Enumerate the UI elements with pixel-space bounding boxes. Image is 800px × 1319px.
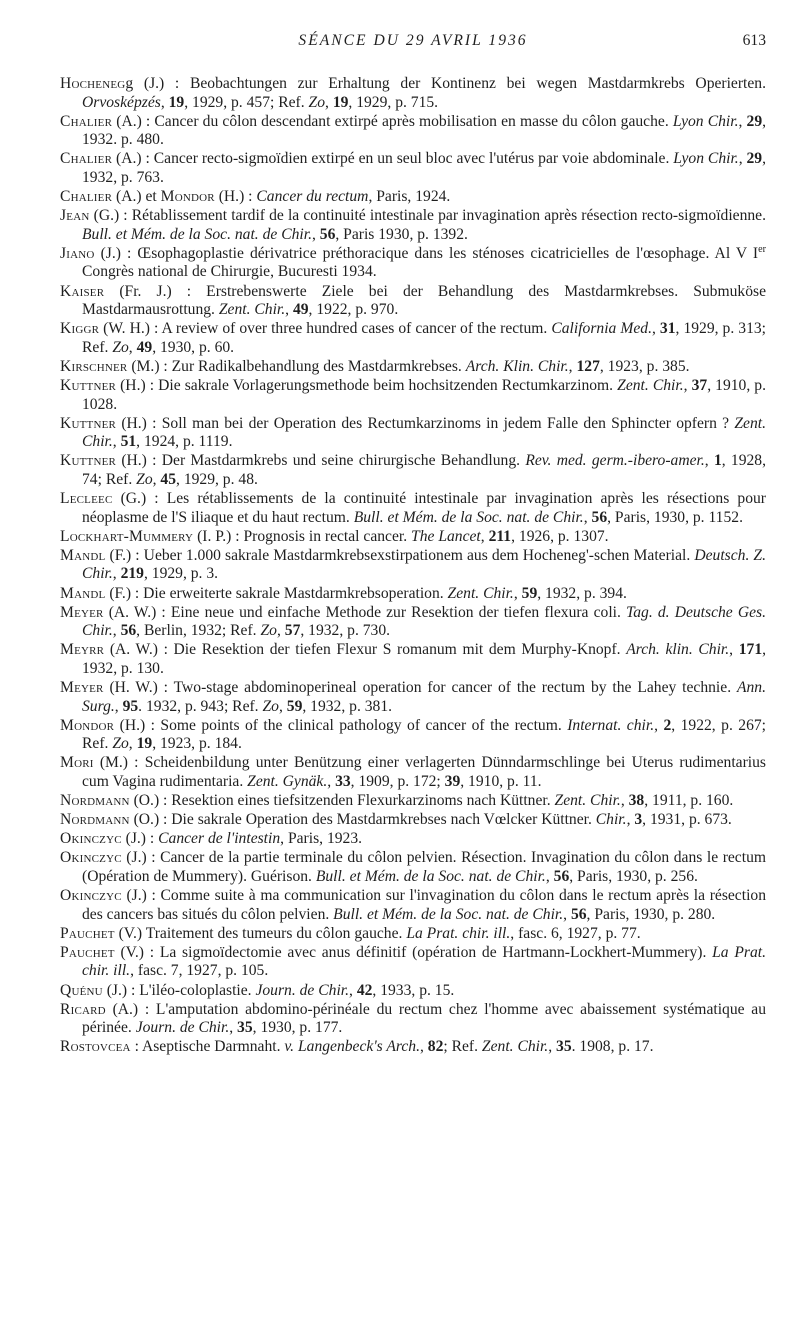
volume-number: 95: [122, 697, 139, 715]
entry-text: , 1932, p. 763.: [82, 150, 766, 186]
entry-text: (A.) et: [112, 188, 161, 206]
page-number: 613: [742, 32, 766, 49]
entry-text: (V.) : La sigmoïdectomie avec anus définitif (opération de Hartmann-Lockhert-Mummery).: [114, 943, 713, 961]
journal-title: Cancer du rectum: [256, 188, 369, 206]
journal-title: Tag. d. Deutsche Ges. Chir.: [82, 603, 766, 640]
entry-text: ,: [626, 811, 635, 829]
entry-text: ,: [583, 508, 592, 526]
journal-title: Zent. Chir.: [218, 301, 286, 319]
bibliography-entry: [60, 944, 766, 981]
journal-title: Zent. Chir.: [617, 377, 684, 394]
volume-number: 19: [332, 93, 349, 111]
entry-text: , 1924, p. 1119.: [136, 433, 233, 451]
bibliography-entry: [60, 207, 766, 244]
entry-text: ,: [327, 772, 336, 790]
entry-text: , 1930, p. 177.: [252, 1019, 343, 1037]
volume-number: 82: [427, 1038, 444, 1056]
author-name: Hocheneg: [60, 75, 126, 92]
journal-title: Zent. Gynäk.: [247, 772, 328, 790]
entry-text: (A.) : L'amputation abdomino-périnéale du rectum chez l'homme avec abaissement systématique au périnée.: [82, 1000, 766, 1037]
entry-text: ,: [620, 792, 629, 810]
entry-text: , Paris, 1930, p. 256.: [569, 867, 698, 885]
author-name: Quénu: [60, 981, 103, 999]
entry-text: (A. W.) : Eine neue und einfache Methode zur Resektion der tiefen flexura coli.: [103, 603, 627, 621]
volume-number: 56: [591, 508, 608, 526]
entry-text: (M.) : Scheidenbildung unter Benützung einer verlagerten Dünndarmschlinge bei Uterus rudimentarius cum Vagina rudimentaria.: [82, 754, 766, 790]
bibliography-entry: [60, 283, 766, 320]
entry-text: ,: [651, 320, 660, 338]
journal-title: Journ. de Chir.: [255, 981, 350, 999]
entry-text: . 1932, p. 943; Ref.: [138, 697, 263, 715]
author-name: Chalier: [60, 188, 113, 206]
entry-text: , 1931, p. 673.: [642, 811, 732, 829]
journal-title: Chir.: [595, 811, 627, 829]
bibliography-entry: [60, 585, 766, 604]
entry-text: ,: [419, 1038, 428, 1056]
entry-text: g (J.) : Beobachtungen zur Erhaltung der Kontinenz bei wegen Mastdarmkrebs Operierten.: [125, 75, 766, 92]
author-name: Okinczyc: [60, 849, 122, 867]
entry-text: ,: [112, 622, 121, 640]
entry-text: (W. H.) : A review of over three hundred cases of cancer of the rectum.: [99, 320, 552, 338]
volume-number: 19: [168, 93, 185, 111]
journal-title: Zo: [112, 338, 129, 356]
author-name: Okinczyc: [60, 887, 122, 905]
entry-text: , 1932, p. 381.: [302, 697, 393, 715]
entry-text: , 1932, p. 394.: [537, 584, 627, 602]
bibliography-entry: [60, 490, 766, 527]
entry-text: , Paris, 1930, p. 280.: [586, 905, 716, 923]
author-name: Mori: [60, 754, 94, 772]
author-name: Chalier: [60, 112, 113, 130]
author-name: Meyrr: [60, 641, 105, 659]
entry-text: ,: [229, 1019, 238, 1037]
entry-text: (J.) : Cancer de la partie terminale du côlon pelvien. Résection. Invagination du côlon dans le rectum (Opération de Mummery). Guérison.: [82, 849, 766, 885]
author-name: Pauchet: [60, 943, 115, 961]
bibliography-entry: [60, 717, 766, 754]
entry-text: ,: [349, 981, 357, 999]
journal-title: The Lancet: [411, 527, 481, 545]
volume-number: 1: [713, 452, 722, 470]
entry-text: , Paris, 1930, p. 1152.: [607, 508, 743, 526]
volume-number: 2: [663, 716, 672, 734]
entry-text: ,: [112, 433, 121, 451]
volume-number: 56: [120, 622, 137, 640]
entry-text: , Paris 1930, p. 1392.: [335, 225, 468, 243]
bibliography-entry: [60, 188, 766, 207]
author-name: Lockhart-Mummery: [60, 527, 194, 545]
author-name: Nordmann: [60, 792, 130, 810]
journal-title: California Med.: [551, 320, 652, 338]
entry-text: ,: [704, 452, 714, 470]
entry-text: , 1922, p. 267; Ref.: [82, 716, 767, 753]
entry-text: (H.) :: [214, 188, 257, 206]
journal-title: Zo: [260, 622, 277, 640]
entry-text: (M.) : Zur Radikalbehandlung des Mastdarmkrebses.: [127, 357, 466, 375]
journal-title: Bull. et Mém. de la Soc. nat. de Chir.: [353, 508, 584, 526]
entry-text: , 1926, p. 1307.: [511, 527, 609, 545]
volume-number: 3: [634, 811, 643, 829]
volume-number: 56: [553, 867, 570, 885]
volume-number: 49: [292, 301, 309, 319]
entry-text: , 1911, p. 160.: [644, 792, 734, 810]
author-name: Mondor: [160, 188, 215, 206]
bibliography-entry: [60, 754, 766, 791]
entry-text: ,: [128, 735, 137, 753]
entry-text: Congrès national de Chirurgie, Bucuresti 1934.: [82, 263, 377, 281]
entry-text: ; Ref.: [443, 1038, 482, 1056]
entry-text: (H. W.) : Two-stage abdominoperineal operation for cancer of the rectum by the Lahey technie.: [103, 679, 737, 696]
bibliography-entry: [60, 377, 766, 414]
volume-number: 37: [691, 377, 708, 394]
journal-title: Rev. med. germ.-ibero-amer.: [525, 452, 705, 470]
author-name: Kirschner: [60, 357, 128, 375]
volume-number: 57: [284, 622, 301, 640]
author-name: Mandl: [60, 546, 106, 564]
entry-text: (H.) : Some points of the clinical pathology of cancer of the rectum.: [114, 716, 568, 734]
volume-number: 219: [120, 565, 144, 583]
bibliography-entry: [60, 679, 766, 716]
entry-text: . 1908, p. 17.: [571, 1038, 654, 1056]
entry-text: , 1923, p. 385.: [599, 357, 690, 375]
entry-text: , 1922, p. 970.: [308, 301, 399, 319]
journal-title: Zent. Chir.: [481, 1038, 549, 1056]
journal-title: Zent. Chir.: [554, 792, 621, 810]
entry-text: , 1932, p. 730.: [300, 622, 391, 640]
author-name: Kaiser: [60, 282, 105, 300]
bibliography-entry: [60, 75, 766, 112]
journal-title: Cancer de l'intestin: [158, 830, 281, 848]
volume-number: 38: [628, 792, 645, 810]
journal-title: Zo: [112, 735, 129, 753]
bibliography-entry: [60, 604, 766, 641]
entry-text: (J.) : Comme suite à ma communication sur l'invagination du côlon dans le rectum après la résection des cancers bas situés du côlon pelvien.: [82, 887, 766, 923]
entry-text: , 1929, p. 3.: [143, 565, 219, 583]
author-name: Kuttner: [60, 414, 117, 432]
entry-text: , 1929, p. 457; Ref.: [184, 93, 309, 111]
entry-text: , 1910, p. 1028.: [82, 377, 767, 413]
volume-number: 35: [237, 1019, 253, 1037]
volume-number: 39: [444, 772, 461, 790]
entry-text: , fasc. 6, 1927, p. 77.: [510, 924, 641, 942]
journal-title: Bull. et Mém. de la Soc. nat. de Chir.: [82, 225, 312, 243]
entry-text: (V.) Traitement des tumeurs du côlon gauche.: [114, 924, 407, 942]
volume-number: 49: [136, 338, 153, 356]
entry-text: (A.) : Cancer du côlon descendant extirpé après mobilisation en masse du côlon gauche.: [112, 112, 673, 130]
entry-text: (F.) : Ueber 1.000 sakrale Mastdarmkrebsexstirpationem aus dem Hocheneg'-schen Material.: [105, 546, 695, 564]
entry-text: ,: [114, 697, 123, 715]
entry-text: , 1923, p. 184.: [152, 735, 242, 753]
entry-text: (F.) : Die erweiterte sakrale Mastdarmkrebsoperation.: [105, 584, 448, 602]
entry-text: , Paris, 1924.: [368, 188, 451, 206]
entry-text: ,: [160, 93, 169, 111]
running-title: SÉANCE DU 29 AVRIL 1936: [298, 32, 528, 49]
entry-text: ,: [548, 1038, 557, 1056]
entry-text: , Paris, 1923.: [280, 830, 363, 848]
author-name: Jean: [60, 207, 90, 225]
volume-number: 29: [746, 112, 763, 130]
superscript: er: [758, 243, 766, 255]
entry-text: , fasc. 7, 1927, p. 105.: [130, 962, 269, 980]
bibliography-entry: [60, 113, 766, 150]
entry-text: ,: [729, 641, 739, 659]
journal-title: La Prat. chir. ill.: [406, 924, 511, 942]
volume-number: 35: [556, 1038, 572, 1056]
bibliography-entry: [60, 887, 766, 924]
journal-title: Bull. et Mém. de la Soc. nat. de Chir.: [315, 867, 546, 885]
entry-text: ,: [311, 225, 320, 243]
author-name: Meyer: [60, 603, 104, 621]
author-name: Kuttner: [60, 452, 117, 470]
volume-number: 171: [738, 641, 763, 659]
volume-number: 127: [576, 357, 600, 375]
bibliography-entry: [60, 358, 766, 377]
entry-text: ,: [654, 716, 664, 734]
volume-number: 42: [356, 981, 373, 999]
entry-text: , Berlin, 1932; Ref.: [136, 622, 261, 640]
volume-number: 56: [319, 225, 336, 243]
entry-text: ,: [513, 584, 522, 602]
entry-text: ,: [683, 377, 692, 394]
entry-text: , 1929, p. 715.: [348, 93, 439, 111]
entry-text: (A.) : Cancer recto-sigmoïdien extirpé en un seul bloc avec l'utérus par voie abdominale.: [112, 150, 674, 168]
volume-number: 211: [488, 527, 512, 545]
bibliography-entry: [60, 528, 766, 547]
bibliography-entry: [60, 1038, 766, 1057]
entry-text: , 1929, p. 313; Ref.: [82, 320, 766, 356]
volume-number: 19: [136, 735, 153, 753]
entry-text: , 1933, p. 15.: [372, 981, 455, 999]
bibliography-entry: [60, 641, 766, 678]
volume-number: 45: [160, 470, 177, 488]
entry-text: : Aseptische Darmnaht.: [130, 1038, 285, 1056]
journal-title: Arch. Klin. Chir.: [465, 357, 569, 375]
bibliography-entry: [60, 792, 766, 811]
entry-text: ,: [738, 112, 747, 130]
entry-text: (Fr. J.) : Erstrebenswerte Ziele bei der Behandlung des Mastdarmkrebses. Submuköse Mastdarmausrottung.: [82, 282, 766, 319]
entry-text: ,: [738, 150, 747, 168]
entry-text: ,: [480, 527, 489, 545]
journal-title: Zo: [262, 697, 279, 715]
author-name: Pauchet: [60, 924, 115, 942]
author-name: Kuttner: [60, 377, 117, 394]
bibliography-entry: [60, 982, 766, 1001]
volume-number: 56: [570, 905, 587, 923]
journal-title: Bull. et Mém. de la Soc. nat. de Chir.: [333, 905, 564, 923]
entry-text: ,: [568, 357, 577, 375]
journal-title: Ann. Surg.: [82, 679, 766, 715]
bibliography-entry: [60, 925, 766, 944]
entry-text: (O.) : Die sakrale Operation des Mastdarmkrebses nach Vœlcker Küttner.: [129, 811, 596, 829]
entry-text: ,: [276, 622, 285, 640]
entry-text: (J.) : L'iléo-coloplastie.: [102, 981, 256, 999]
author-name: Mondor: [60, 716, 115, 734]
bibliography-entry: [60, 245, 766, 282]
author-name: Rostovcea: [60, 1038, 131, 1056]
entry-text: (H.) : Die sakrale Vorlagerungsmethode beim hochsitzenden Rectumkarzinom.: [116, 377, 618, 394]
bibliography-entry: [60, 452, 766, 489]
entry-text: ,: [128, 338, 137, 356]
entry-text: ,: [563, 905, 571, 923]
journal-title: Zo: [136, 470, 153, 488]
entry-text: , 1910, p. 11.: [460, 772, 542, 790]
bibliography-entry: [60, 320, 766, 357]
bibliography-entry: [60, 1001, 766, 1038]
journal-title: Zent. Chir.: [82, 414, 766, 451]
entry-text: (G.) : Rétablissement tardif de la continuité intestinale par invagination après résection recto-sigmoïdienne.: [89, 207, 766, 225]
entry-text: ,: [152, 470, 161, 488]
volume-number: 59: [521, 584, 538, 602]
journal-title: La Prat. chir. ill.: [82, 943, 766, 980]
author-name: Chalier: [60, 150, 113, 168]
volume-number: 59: [286, 697, 303, 715]
author-name: Mandl: [60, 584, 106, 602]
author-name: Lecleec: [60, 490, 113, 508]
entry-text: ,: [278, 697, 287, 715]
entry-text: , 1928, 74; Ref.: [82, 452, 766, 488]
entry-text: (J.) :: [121, 830, 159, 848]
bibliography-entry: [60, 849, 766, 886]
journal-title: Orvosképzés: [82, 93, 161, 111]
journal-title: Arch. klin. Chir.: [626, 641, 730, 659]
volume-number: 31: [659, 320, 676, 338]
bibliography-list: [60, 75, 766, 1057]
bibliography-entry: [60, 811, 766, 830]
entry-text: (G.) : Les rétablissements de la continuité intestinale par invagination après les résections pour néoplasme de l'S iliaque et du haut rectum.: [82, 490, 766, 526]
journal-title: Zent. Chir.: [447, 584, 514, 602]
entry-text: ,: [112, 565, 121, 583]
author-name: Kiggr: [60, 320, 100, 338]
entry-text: (H.) : Der Mastdarmkrebs und seine chirurgische Behandlung.: [116, 452, 526, 470]
entry-text: ,: [545, 867, 554, 885]
entry-text: (I. P.) : Prognosis in rectal cancer.: [193, 527, 412, 545]
entry-text: , 1929, p. 48.: [176, 470, 258, 488]
author-name: Jiano: [60, 244, 95, 262]
author-name: Okinczyc: [60, 830, 122, 848]
journal-title: Internat. chir.: [567, 716, 655, 734]
author-name: Ricard: [60, 1000, 106, 1018]
bibliography-entry: [60, 830, 766, 849]
volume-number: 33: [335, 772, 351, 790]
bibliography-entry: [60, 150, 766, 187]
entry-text: , 1930, p. 60.: [152, 338, 235, 356]
entry-text: (A. W.) : Die Resektion der tiefen Flexur S romanum mit dem Murphy-Knopf.: [104, 641, 627, 659]
journal-title: Journ. de Chir.: [135, 1019, 230, 1037]
author-name: Nordmann: [60, 811, 130, 829]
entry-text: ,: [325, 93, 333, 111]
journal-title: Lyon Chir.: [672, 112, 739, 130]
bibliography-entry: [60, 415, 766, 452]
entry-text: , 1932, p. 130.: [82, 641, 767, 677]
journal-title: Deutsch. Z. Chir.: [82, 546, 767, 583]
entry-text: (O.) : Resektion eines tiefsitzenden Flexurkarzinoms nach Küttner.: [129, 792, 555, 810]
bibliography-entry: [60, 547, 766, 584]
journal-title: Lyon Chir.: [673, 150, 739, 168]
entry-text: , 1909, p. 172;: [350, 772, 445, 790]
journal-title: Zo: [308, 93, 326, 111]
author-name: Meyer: [60, 679, 104, 696]
entry-text: ,: [285, 301, 293, 319]
volume-number: 51: [120, 433, 137, 451]
entry-text: (J.) : Œsophagoplastie dérivatrice préthoracique dans les sténoses cicatricielles de l'œsophage. Al V I: [94, 244, 759, 262]
entry-text: (H.) : Soll man bei der Operation des Rectumkarzinoms in jedem Falle den Sphincter opfern ?: [116, 414, 735, 432]
journal-title: v. Langenbeck's Arch.: [284, 1038, 420, 1056]
entry-text: , 1932. p. 480.: [82, 112, 767, 149]
volume-number: 29: [746, 150, 763, 168]
page-header: [60, 32, 766, 54]
